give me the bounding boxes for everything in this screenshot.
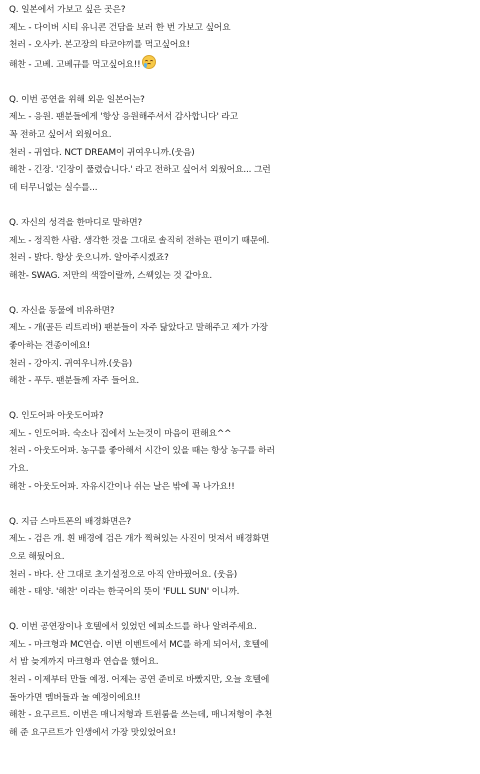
qa-section-episode <box>9 619 472 742</box>
answer-line: 제노 - 정직한 사람. 생각한 것을 그대로 솔직히 전하는 편이기 때문에. <box>9 235 270 246</box>
answer-line: 제노 - 검은 개. 흰 배경에 검은 개가 찍혀있는 사진이 멋져서 배경화면 <box>9 534 270 545</box>
answer-line: 천러 - 바다. 산 그대로 초기설정으로 아직 안바꿨어요. (웃음) <box>9 569 238 580</box>
answer-line: 제노 - 마크형과 MC연습. 이번 이벤트에서 MC를 하게 되어서, 호텔에 <box>9 639 269 650</box>
answer-line: 천러 - 밝다. 항상 웃으니까. 알아주시겠죠? <box>9 253 169 264</box>
question-text: Q. 자신을 동물에 비유하면? <box>9 305 115 316</box>
qa-section-personality <box>9 215 472 285</box>
answer-line: 해찬 - 요구르트. 이번은 매니저형과 트윈룸을 쓰는데, 매니저형이 추천 <box>9 710 273 721</box>
question-text: Q. 이번 공연장이나 호텔에서 있었던 에피소드를 하나 알려주세요. <box>9 622 257 633</box>
answer-line: 해찬 - 긴장. '긴장이 풀렸습니다.' 라고 전하고 싶어서 외웠어요... 그런 <box>9 165 271 176</box>
answer-line: 천러 - 이제부터 만들 예정. 어제는 공연 준비로 바빴지만, 오늘 호텔에 <box>9 675 270 685</box>
answer-line: 천러 - 귀엽다. NCT DREAM이 귀여우니까.(웃음) <box>9 147 195 158</box>
answer-line-text: 해찬 - 고베. 고베규를 먹고싶어요!! <box>9 59 141 70</box>
crying-face-icon <box>142 55 156 69</box>
qa-section-japanese-word <box>9 92 472 198</box>
question-text: Q. 지금 스마트폰의 배경화면은? <box>9 516 132 527</box>
answer-line: 으로 해뒀어요. <box>9 551 65 562</box>
answer-line: 꼭 전하고 싶어서 외웠어요. <box>9 130 112 141</box>
answer-line: 데 터무니없는 실수를... <box>9 182 98 193</box>
answer-line: 제노 - 개(골든 리트리버) 팬분들이 자주 닮았다고 말해주고 제가 가장 <box>9 323 268 334</box>
question-text: Q. 일본에서 가보고 싶은 곳은? <box>9 5 126 15</box>
qa-section-indoor-outdoor <box>9 408 472 496</box>
answer-line: 해찬 - 푸두. 팬분들께 자주 들어요. <box>9 376 140 387</box>
question-text: Q. 자신의 성격을 한마디로 말하면? <box>9 217 143 228</box>
qa-section-travel <box>9 2 472 74</box>
question-text: Q. 이번 공연을 위해 외운 일본어는? <box>9 94 145 105</box>
answer-line: 제노 - 인도어파. 숙소나 집에서 노는것이 마음이 편해요^^ <box>9 428 232 439</box>
qa-section-wallpaper <box>9 514 472 602</box>
answer-line: 서 밤 늦게까지 마크형과 연습을 했어요. <box>9 657 159 668</box>
answer-line: 해 준 요구르트가 인생에서 가장 맛있었어요! <box>9 727 176 738</box>
question-text: Q. 인도어파 아웃도어파? <box>9 411 104 422</box>
answer-line: 천러 - 오사카. 본고장의 타코야끼를 먹고싶어요! <box>9 40 190 51</box>
answer-line: 해찬 - 태양. '해찬' 이라는 한국어의 뜻이 'FULL SUN' 이니까. <box>9 587 240 598</box>
answer-line: 천러 - 강아지. 귀여우니까.(웃음) <box>9 358 132 369</box>
answer-line: 가요. <box>9 464 29 475</box>
answer-line: 제노 - 응원. 팬분들에게 '항상 응원해주셔서 감사합니다' 라고 <box>9 112 239 123</box>
answer-line: 해찬 - 아웃도어파. 자유시간이나 쉬는 날은 밖에 꼭 나가요!! <box>9 481 235 492</box>
answer-line: 돌아가면 멤버들과 놀 예정이에요!! <box>9 692 141 703</box>
answer-line-with-emoji <box>9 55 472 75</box>
answer-line: 제노 - 다이버 시티 유니콘 건담을 보러 한 번 가보고 싶어요 <box>9 22 231 33</box>
answer-line: 좋아하는 견종이에요! <box>9 341 91 351</box>
answer-line: 천러 - 아웃도어파. 농구를 좋아해서 시간이 있을 때는 항상 농구를 하러 <box>9 446 275 457</box>
qa-section-animal <box>9 303 472 391</box>
answer-line: 해찬- SWAG. 저만의 색깔이랄까, 스웩있는 것 같아요. <box>9 270 212 281</box>
